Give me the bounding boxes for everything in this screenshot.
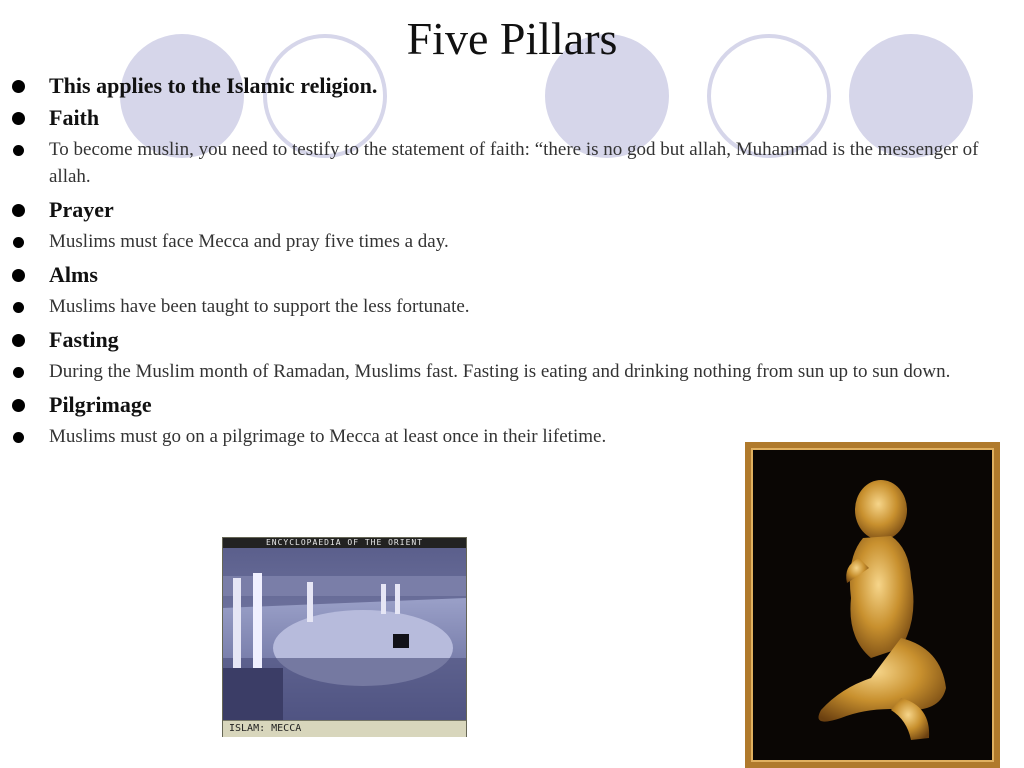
bullet-label: To become muslin, you need to testify to the statement of faith: “there is no god but allah, Muhammad is the messenger of allah. [49,139,979,187]
bullet-label: Muslims must go on a pilgrimage to Mecca at least once in their lifetime. [49,426,607,447]
bullet-text [10,136,1015,190]
bullet-text [10,228,1015,255]
bullet-heading [10,326,1015,353]
statue-figure [751,448,994,762]
bullet-text [10,293,1015,320]
bullet-dot-icon [12,80,25,93]
bullet-heading [10,104,1015,131]
bullet-label: Fasting [49,327,119,352]
bullet-heading [10,261,1015,288]
bullet-dot-icon [12,399,25,412]
bullet-label: Pilgrimage [49,392,152,417]
bullet-text [10,358,1015,385]
bullet-label: Muslims have been taught to support the less fortunate. [49,296,470,317]
bullet-dot-icon [12,269,25,282]
bullet-label: Alms [49,262,98,287]
bullet-dot-icon [13,302,24,313]
mecca-image [222,537,467,737]
mecca-caption-top: ENCYCLOPAEDIA OF THE ORIENT [223,538,466,548]
bullet-dot-icon [12,334,25,347]
bullet-label: Muslims must face Mecca and pray five times a day. [49,231,449,252]
bullet-label: Prayer [49,197,114,222]
bullet-dot-icon [13,432,24,443]
bullet-dot-icon [13,367,24,378]
mecca-caption-bottom: ISLAM: MECCA [223,720,466,737]
bullet-dot-icon [13,237,24,248]
mecca-photo [223,548,466,720]
bullet-heading [10,72,1015,99]
bullet-dot-icon [13,145,24,156]
praying-statue-image [745,442,1000,768]
bullet-heading [10,391,1015,418]
bullet-label: This applies to the Islamic religion. [49,73,378,98]
bullet-dot-icon [12,204,25,217]
bullet-dot-icon [12,112,25,125]
bullet-list [10,72,1015,456]
bullet-heading [10,196,1015,223]
bullet-label: During the Muslim month of Ramadan, Muslims fast. Fasting is eating and drinking nothing from sun up to sun down. [49,361,951,382]
bullet-label: Faith [49,105,100,130]
slide-title: Five Pillars [406,13,618,64]
